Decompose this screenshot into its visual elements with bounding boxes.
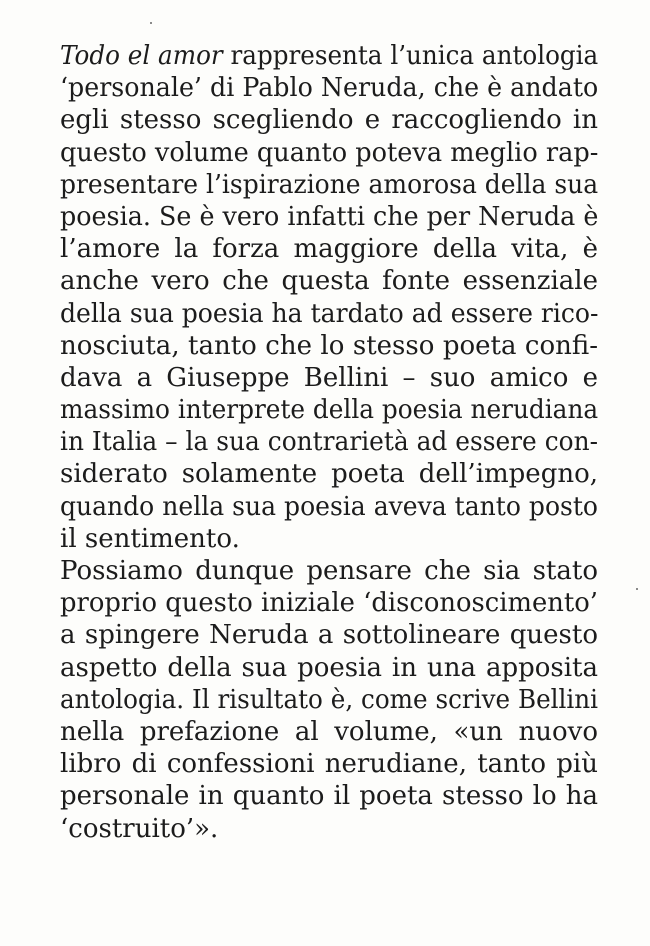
text-line: ‘personale’ di Pablo Neruda, che è andato [60, 73, 599, 104]
text-line: il sentimento. [60, 523, 240, 554]
text-line: nosciuta, tanto che lo stesso poeta confi- [60, 330, 598, 361]
text-line: egli stesso scegliendo e raccogliendo in [60, 105, 598, 136]
text-line: poesia. Se è vero infatti che per Neruda è [60, 201, 599, 232]
book-title-italic: Todo el amor [60, 41, 223, 71]
text-line: libro di confessioni nerudiane, tanto più [60, 749, 598, 780]
paragraph-2 [60, 555, 598, 845]
body-text [60, 40, 598, 845]
text-line: anche vero che questa fonte essenziale [60, 266, 598, 297]
scan-speck [150, 22, 152, 24]
text-line: Todo el amor rappresenta l’unica antologia [60, 41, 599, 71]
scan-speck [636, 588, 638, 590]
text-line: siderato solamente poeta dell’impegno, [60, 459, 598, 490]
paragraph-1 [60, 40, 598, 555]
text-line: dava a Giuseppe Bellini – suo amico e [60, 362, 598, 393]
text-line: presentare l’ispirazione amorosa della sua [60, 169, 599, 200]
text-line: della sua poesia ha tardato ad essere rico- [60, 298, 599, 329]
text-line: nella prefazione al volume, «un nuovo [60, 716, 598, 747]
text-line: ‘costruito’». [60, 813, 219, 844]
text-line: antologia. Il risultato è, come scrive Bellini [60, 684, 599, 715]
text-line: aspetto della sua poesia in una apposita [60, 652, 598, 683]
text-line: in Italia – la sua contrarietà ad essere con- [60, 427, 599, 458]
text-line: massimo interprete della poesia nerudiana [60, 395, 599, 426]
text-line: proprio questo iniziale ‘disconoscimento’ [60, 588, 598, 619]
text-line: quando nella sua poesia aveva tanto posto [60, 491, 598, 522]
text-line: l’amore la forza maggiore della vita, è [60, 234, 598, 265]
text-line: personale in quanto il poeta stesso lo ha [60, 781, 598, 812]
text-line: a spingere Neruda a sottolineare questo [60, 620, 598, 651]
text-line: questo volume quanto poteva meglio rap- [60, 137, 599, 168]
text-line: Possiamo dunque pensare che sia stato [60, 556, 598, 586]
